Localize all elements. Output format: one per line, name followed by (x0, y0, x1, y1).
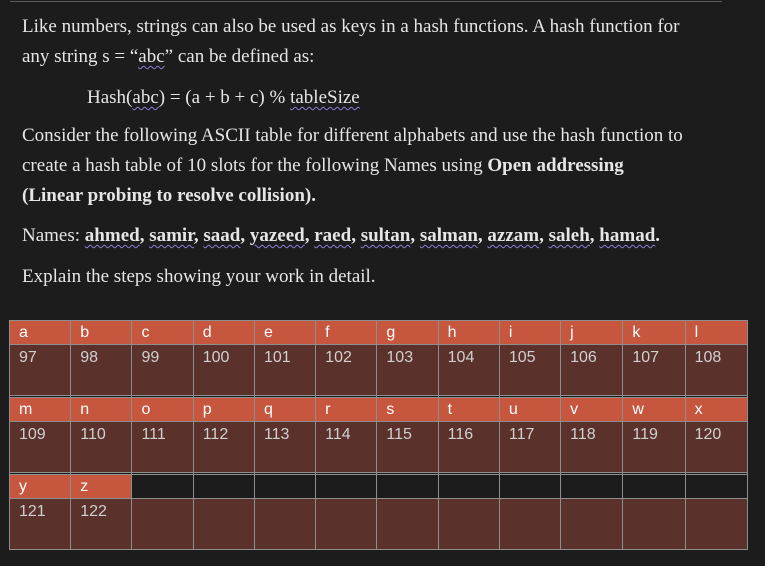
code-cell-z: 122 (71, 499, 132, 550)
name-separator: , (539, 225, 549, 246)
name-raed: raed (314, 225, 352, 246)
code-cell-p: 112 (193, 422, 254, 473)
code-cell-m: 109 (10, 422, 71, 473)
intro-line-2-suffix: ” can be defined as: (164, 46, 315, 67)
letter-cell-b: b (71, 321, 132, 345)
letter-cell-h: h (438, 321, 499, 345)
empty-cell (316, 475, 377, 499)
letter-row (10, 321, 748, 345)
code-cell-d: 100 (193, 345, 254, 396)
open-addressing-bold: Open addressing (487, 155, 624, 176)
intro-line-2 (22, 42, 314, 72)
formula-table-size: tableSize (290, 87, 360, 108)
empty-cell (561, 499, 623, 550)
letter-cell-y: y (10, 475, 71, 499)
letter-cell-v: v (561, 398, 623, 422)
code-row (10, 345, 748, 396)
consider-line-2-prefix: create a hash table of 10 slots for the following Names using (22, 155, 488, 176)
code-cell-k: 107 (623, 345, 685, 396)
intro-line-1: Like numbers, strings can also be used as keys in a hash functions. A hash function for (22, 16, 680, 37)
letter-row (10, 475, 748, 499)
name-saad: saad (203, 225, 241, 246)
top-divider (10, 1, 722, 2)
code-row (10, 422, 748, 473)
letter-row (10, 398, 748, 422)
letter-cell-x: x (685, 398, 747, 422)
letter-cell-o: o (132, 398, 193, 422)
name-separator: . (655, 225, 661, 246)
name-yazeed: yazeed (249, 225, 305, 246)
code-cell-h: 104 (438, 345, 499, 396)
empty-cell (377, 499, 438, 550)
empty-cell (438, 499, 499, 550)
letter-cell-p: p (193, 398, 254, 422)
code-cell-y: 121 (10, 499, 71, 550)
ascii-table (9, 320, 748, 550)
names-list (85, 225, 660, 246)
ascii-table-body (10, 321, 748, 550)
name-hamad: hamad (599, 225, 656, 246)
formula-prefix: Hash( (87, 87, 133, 108)
formula-middle: ) = (a + b + c) % (158, 87, 291, 108)
name-sultan: sultan (360, 225, 411, 246)
code-cell-g: 103 (377, 345, 438, 396)
formula-arg: abc (132, 87, 159, 108)
name-saleh: saleh (548, 225, 590, 246)
empty-cell (254, 475, 315, 499)
letter-cell-k: k (623, 321, 685, 345)
consider-line-2 (22, 151, 624, 181)
letter-cell-s: s (377, 398, 438, 422)
name-separator: , (139, 225, 150, 246)
code-cell-j: 106 (561, 345, 623, 396)
empty-cell (254, 499, 315, 550)
code-cell-n: 110 (71, 422, 132, 473)
letter-cell-w: w (623, 398, 685, 422)
empty-cell (499, 499, 560, 550)
name-separator: , (304, 225, 315, 246)
code-row (10, 499, 748, 550)
name-separator: , (477, 225, 488, 246)
code-cell-b: 98 (71, 345, 132, 396)
name-separator: , (351, 225, 361, 246)
letter-cell-d: d (193, 321, 254, 345)
letter-cell-z: z (71, 475, 132, 499)
empty-cell (623, 475, 685, 499)
code-cell-r: 114 (316, 422, 377, 473)
code-cell-x: 120 (685, 422, 747, 473)
letter-cell-g: g (377, 321, 438, 345)
consider-line-1: Consider the following ASCII table for different alphabets and use the hash function to (22, 125, 683, 146)
names-line (22, 221, 660, 251)
letter-cell-r: r (316, 398, 377, 422)
letter-cell-t: t (438, 398, 499, 422)
code-cell-o: 111 (132, 422, 193, 473)
name-samir: samir (149, 225, 194, 246)
empty-cell (438, 475, 499, 499)
empty-cell (561, 475, 623, 499)
name-azzam: azzam (487, 225, 540, 246)
name-separator: , (193, 225, 204, 246)
code-cell-t: 116 (438, 422, 499, 473)
letter-cell-m: m (10, 398, 71, 422)
letter-cell-e: e (254, 321, 315, 345)
empty-cell (193, 475, 254, 499)
hash-formula (87, 83, 360, 113)
code-cell-i: 105 (499, 345, 560, 396)
intro-line-2-prefix: any string s = “ (22, 46, 139, 67)
empty-cell (377, 475, 438, 499)
name-salman: salman (419, 225, 478, 246)
code-cell-v: 118 (561, 422, 623, 473)
letter-cell-i: i (499, 321, 560, 345)
name-separator: , (240, 225, 250, 246)
explain-line: Explain the steps showing your work in detail. (22, 266, 376, 287)
letter-cell-q: q (254, 398, 315, 422)
name-separator: , (589, 225, 600, 246)
empty-cell (685, 499, 747, 550)
code-cell-e: 101 (254, 345, 315, 396)
empty-cell (132, 475, 193, 499)
code-cell-l: 108 (685, 345, 747, 396)
empty-cell (316, 499, 377, 550)
letter-cell-a: a (10, 321, 71, 345)
letter-cell-c: c (132, 321, 193, 345)
code-cell-s: 115 (377, 422, 438, 473)
letter-cell-l: l (685, 321, 747, 345)
empty-cell (132, 499, 193, 550)
empty-cell (685, 475, 747, 499)
empty-cell (499, 475, 560, 499)
name-separator: , (410, 225, 420, 246)
code-cell-q: 113 (254, 422, 315, 473)
code-cell-c: 99 (132, 345, 193, 396)
abc-word: abc (138, 46, 165, 67)
code-cell-a: 97 (10, 345, 71, 396)
code-cell-u: 117 (499, 422, 560, 473)
empty-cell (193, 499, 254, 550)
names-label: Names: (22, 225, 85, 246)
letter-cell-n: n (71, 398, 132, 422)
name-ahmed: ahmed (84, 225, 140, 246)
code-cell-w: 119 (623, 422, 685, 473)
code-cell-f: 102 (316, 345, 377, 396)
linear-probing-line: (Linear probing to resolve collision). (22, 185, 316, 206)
empty-cell (623, 499, 685, 550)
letter-cell-j: j (561, 321, 623, 345)
letter-cell-u: u (499, 398, 560, 422)
letter-cell-f: f (316, 321, 377, 345)
